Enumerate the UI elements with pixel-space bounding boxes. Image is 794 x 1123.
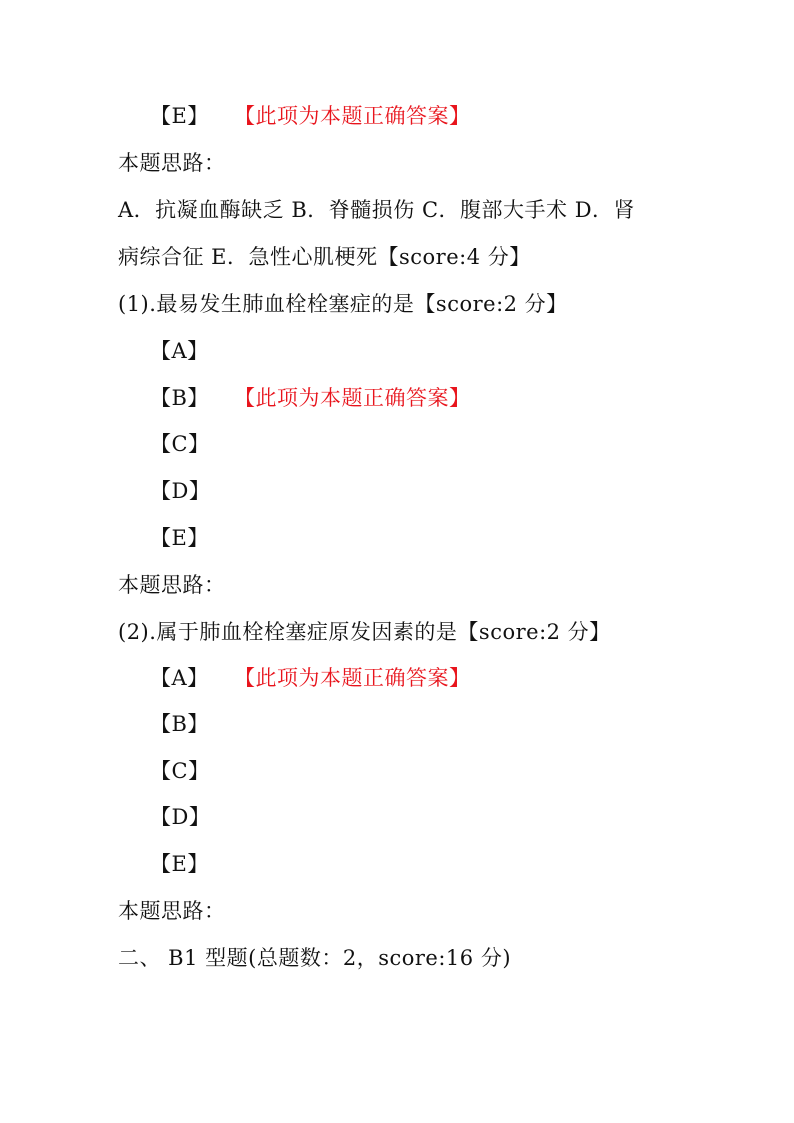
q1-option-c[interactable]: 【C】 [150, 432, 210, 456]
rationale-label: 本题思路： [118, 573, 226, 597]
question-stem-line-1: A．抗凝血酶缺乏 B．脊髓损伤 C．腹部大手术 D．肾 [118, 198, 636, 222]
correct-answer-marker: 【此项为本题正确答案】 [234, 386, 471, 410]
q1-option-b[interactable]: 【B】 [150, 386, 209, 410]
q2-option-b[interactable]: 【B】 [150, 712, 209, 736]
section-heading: 二、 B1 型题(总题数：2，score:16 分) [118, 946, 512, 970]
question-stem-line-2: 病综合征 E．急性心肌梗死【score:4 分】 [118, 245, 531, 269]
q1-option-e[interactable]: 【E】 [150, 526, 209, 550]
q2-option-c[interactable]: 【C】 [150, 759, 210, 783]
q2-option-e[interactable]: 【E】 [150, 852, 209, 876]
option-label: 【E】 [150, 104, 209, 128]
q1-option-d[interactable]: 【D】 [150, 479, 211, 503]
option-e-prev[interactable] [150, 100, 209, 130]
q1-option-a[interactable]: 【A】 [150, 339, 209, 363]
sub-question-2: (2).属于肺血栓栓塞症原发因素的是【score:2 分】 [118, 620, 611, 644]
correct-answer-marker: 【此项为本题正确答案】 [234, 104, 471, 128]
q2-option-a[interactable]: 【A】 [150, 666, 209, 690]
sub-question-1: (1).最易发生肺血栓栓塞症的是【score:2 分】 [118, 292, 568, 316]
q2-option-d[interactable]: 【D】 [150, 805, 211, 829]
rationale-label: 本题思路： [118, 899, 226, 923]
correct-answer-marker: 【此项为本题正确答案】 [234, 666, 471, 690]
rationale-label: 本题思路： [118, 151, 226, 175]
